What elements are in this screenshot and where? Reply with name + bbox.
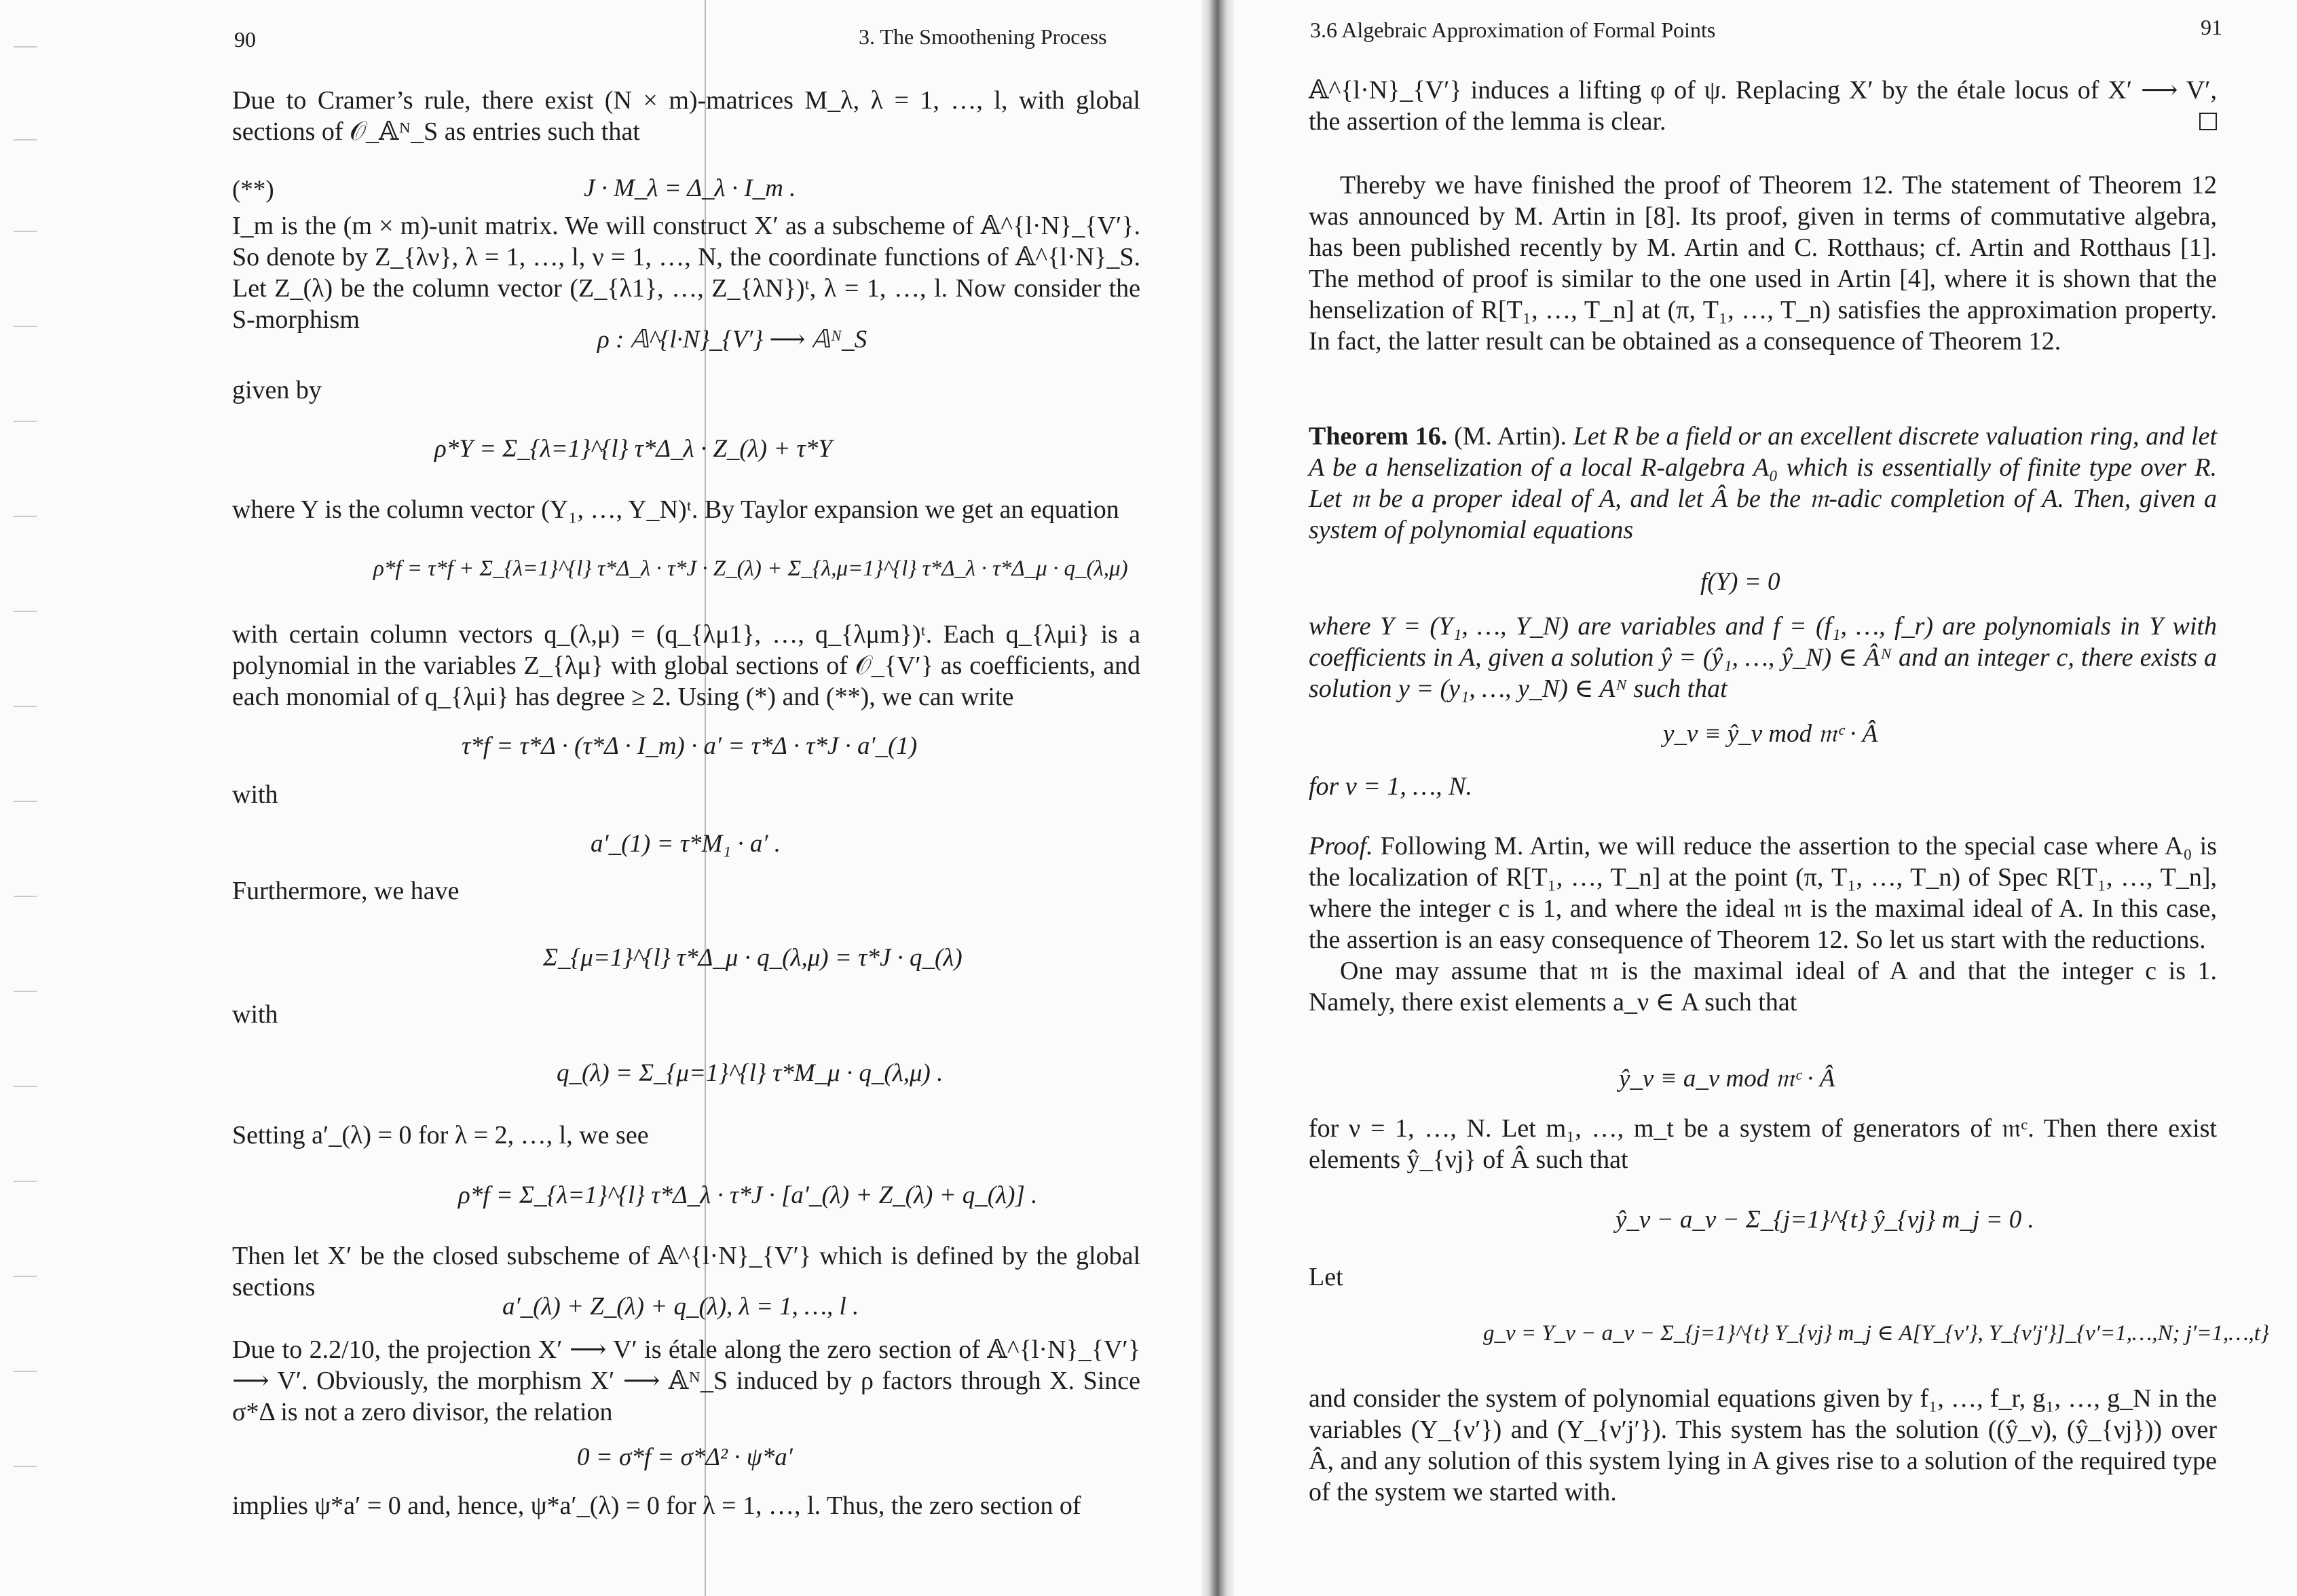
paragraph: 𝔸^{l·N}_{V′} induces a lifting φ of ψ. Replacing X′ by the étale locus of X′ ⟶ V′, the assertion of the lemma is clear. [1309, 76, 2217, 136]
equation: ŷ_ν ≡ a_ν mod 𝔪ᶜ · Â [1619, 1065, 1835, 1092]
running-head: 3.6 Algebraic Approximation of Formal Points [1310, 18, 1716, 42]
paragraph: implies ψ*a′ = 0 and, hence, ψ*a′_(λ) = 0 for λ = 1, …, l. Thus, the zero section of [232, 1492, 1081, 1520]
left-margin-marks [0, 0, 41, 1596]
paragraph: Setting a′_(λ) = 0 for λ = 2, …, l, we see [232, 1121, 649, 1150]
qed-square-icon [2199, 113, 2217, 130]
paragraph: with [232, 1000, 278, 1029]
paragraph: with certain column vectors q_(λ,μ) = (q_{λμ1}, …, q_{λμm})ᵗ. Each q_{λμi} is a polynomial in the variables Z_{λμ} with global sections of 𝒪_{V′} as coefficients, and each monomial of q_{λμi} has degree ≥ 2. Using (*) and (**), we can write [232, 620, 1140, 711]
equation: Σ_{μ=1}^{l} τ*Δ_μ · q_(λ,μ) = τ*J · q_(λ) [543, 944, 963, 972]
proof-text: Following M. Artin, we will reduce the assertion to the special case where A₀ is the localization of R[T₁, …, T_n] at the point (π, T₁, …, T_n) of Spec R[T₁, …, T_n], where the integer c is 1, and where the ideal 𝔪 is the maximal ideal of A. In this case, the assertion is an easy consequence of Theorem 12. So let us start with the reductions. [1309, 832, 2217, 954]
theorem-text: Let R be a field or an excellent discrete valuation ring, and let A be a henselization of a local R-algebra A₀ which is essentially of finite type over R. Let 𝔪 be a proper ideal of A, and let Â be the 𝔪-adic completion of A. Then, given a system of polynomial equations [1309, 422, 2218, 544]
running-head: 3. The Smoothening Process [859, 24, 1107, 49]
paragraph: given by [232, 376, 322, 404]
paragraph: Due to 2.2/10, the projection X′ ⟶ V′ is étale along the zero section of 𝔸^{l·N}_{V′} ⟶ V′. Obviously, the morphism X′ ⟶ 𝔸ᴺ_S induced by ρ factors through X. Since σ*Δ is not a zero divisor, the relation [232, 1335, 1140, 1426]
equation: J · M_λ = Δ_λ · I_m . [584, 174, 796, 202]
theorem-text: for ν = 1, …, N. [1309, 772, 1472, 801]
paragraph [1309, 170, 2217, 357]
equation: y_ν ≡ ŷ_ν mod 𝔪ᶜ · Â [1663, 720, 1878, 748]
page-number: 90 [234, 27, 256, 52]
proof-label: Proof. [1309, 832, 1373, 860]
paragraph: for ν = 1, …, N. Let m₁, …, m_t be a system of generators of 𝔪ᶜ. Then there exist elements ŷ_{νj} of Â such that [1309, 1114, 2217, 1174]
equation: ρ*f = τ*f + Σ_{λ=1}^{l} τ*Δ_λ · τ*J · Z_(λ) + Σ_{λ,μ=1}^{l} τ*Δ_λ · τ*Δ_μ · q_(λ,μ) [373, 556, 1128, 581]
equation: a′_(1) = τ*M₁ · a′ . [591, 830, 781, 858]
equation: τ*f = τ*Δ · (τ*Δ · I_m) · a′ = τ*Δ · τ*J · a′_(1) [462, 732, 918, 760]
equation: q_(λ) = Σ_{μ=1}^{l} τ*M_μ · q_(λ,μ) . [557, 1059, 944, 1087]
paragraph: with [232, 780, 278, 809]
equation-tag: (**) [232, 176, 274, 204]
paragraph: Due to Cramer’s rule, there exist (N × m)-matrices M_λ, λ = 1, …, l, with global sections of 𝒪_𝔸ᴺ_S as entries such that [232, 86, 1140, 146]
paragraph: and consider the system of polynomial equations given by f₁, …, f_r, g₁, …, g_N in the variables (Y_{ν′}) and (Y_{ν′j′}). This system has the solution ((ŷ_ν), (ŷ_{νj})) over Â, and any solution of this system lying in A gives rise to a solution of the required type of the system we started with. [1309, 1384, 2217, 1506]
equation: ρ*Y = Σ_{λ=1}^{l} τ*Δ_λ · Z_(λ) + τ*Y [434, 435, 832, 463]
theorem-label: Theorem 16. [1309, 422, 1448, 451]
paragraph: Furthermore, we have [232, 877, 460, 905]
equation: ŷ_ν − a_ν − Σ_{j=1}^{t} ŷ_{νj} m_j = 0 . [1616, 1206, 2034, 1234]
theorem-attribution: (M. Artin). [1454, 422, 1567, 451]
page-number: 91 [2201, 15, 2222, 39]
paragraph: Let [1309, 1263, 1343, 1291]
equation: g_ν = Y_ν − a_ν − Σ_{j=1}^{t} Y_{νj} m_j ∈ A[Y_{ν′}, Y_{ν′j′}]_{ν′=1,…,N; j′=1,…,t} [1483, 1321, 2270, 1346]
paragraph: where Y is the column vector (Y₁, …, Y_N)ᵗ. By Taylor expansion we get an equation [232, 495, 1119, 524]
equation: 0 = σ*f = σ*Δ² · ψ*a′ [577, 1443, 793, 1471]
equation: a′_(λ) + Z_(λ) + q_(λ), λ = 1, …, l . [502, 1293, 859, 1320]
equation: ρ : 𝔸^{l·N}_{V′} ⟶ 𝔸ᴺ_S [597, 326, 867, 354]
right-page [1222, 0, 2297, 1596]
paragraph-text: Thereby we have finished the proof of Theorem 12. The statement of Theorem 12 was announced by M. Artin in [8]. Its proof, given in terms of commutative algebra, has been published recently by M. Artin and C. Rotthaus; cf. Artin and Rotthaus [1]. The method of proof is similar to the one used in Artin [4], where it is shown that the henselization of R[T₁, …, T_n] at (π, T₁, …, T_n) satisfies the approximation property. In fact, the latter result can be obtained as a consequence of Theorem 12. [1309, 171, 2217, 356]
paragraph-text: One may assume that 𝔪 is the maximal ideal of A and that the integer c is 1. Namely, there exist elements a_ν ∈ A such that [1309, 957, 2217, 1016]
equation: f(Y) = 0 [1700, 568, 1780, 596]
paragraph: Then let X′ be the closed subscheme of 𝔸^{l·N}_{V′} which is defined by the global sections [232, 1242, 1140, 1302]
theorem-block [1309, 421, 2217, 546]
theorem-text: where Y = (Y₁, …, Y_N) are variables and f = (f₁, …, f_r) are polynomials in Y with coefficients in A, given a solution ŷ = (ŷ₁, …, ŷ_N) ∈ Âᴺ and an integer c, there exists a solution y = (y₁, …, y_N) ∈ Aᴺ such that [1309, 612, 2217, 703]
equation: ρ*f = Σ_{λ=1}^{l} τ*Δ_λ · τ*J · [a′_(λ) + Z_(λ) + q_(λ)] . [458, 1181, 1038, 1209]
proof-block [1309, 831, 2217, 1018]
paragraph: I_m is the (m × m)-unit matrix. We will construct X′ as a subscheme of 𝔸^{l·N}_{V′}. So denote by Z_{λν}, λ = 1, …, l, ν = 1, …, N, the coordinate functions of 𝔸^{l·N}_S. Let Z_(λ) be the column vector (Z_{λ1}, …, Z_{λN})ᵗ, λ = 1, …, l. Now consider the S-morphism [232, 212, 1140, 334]
